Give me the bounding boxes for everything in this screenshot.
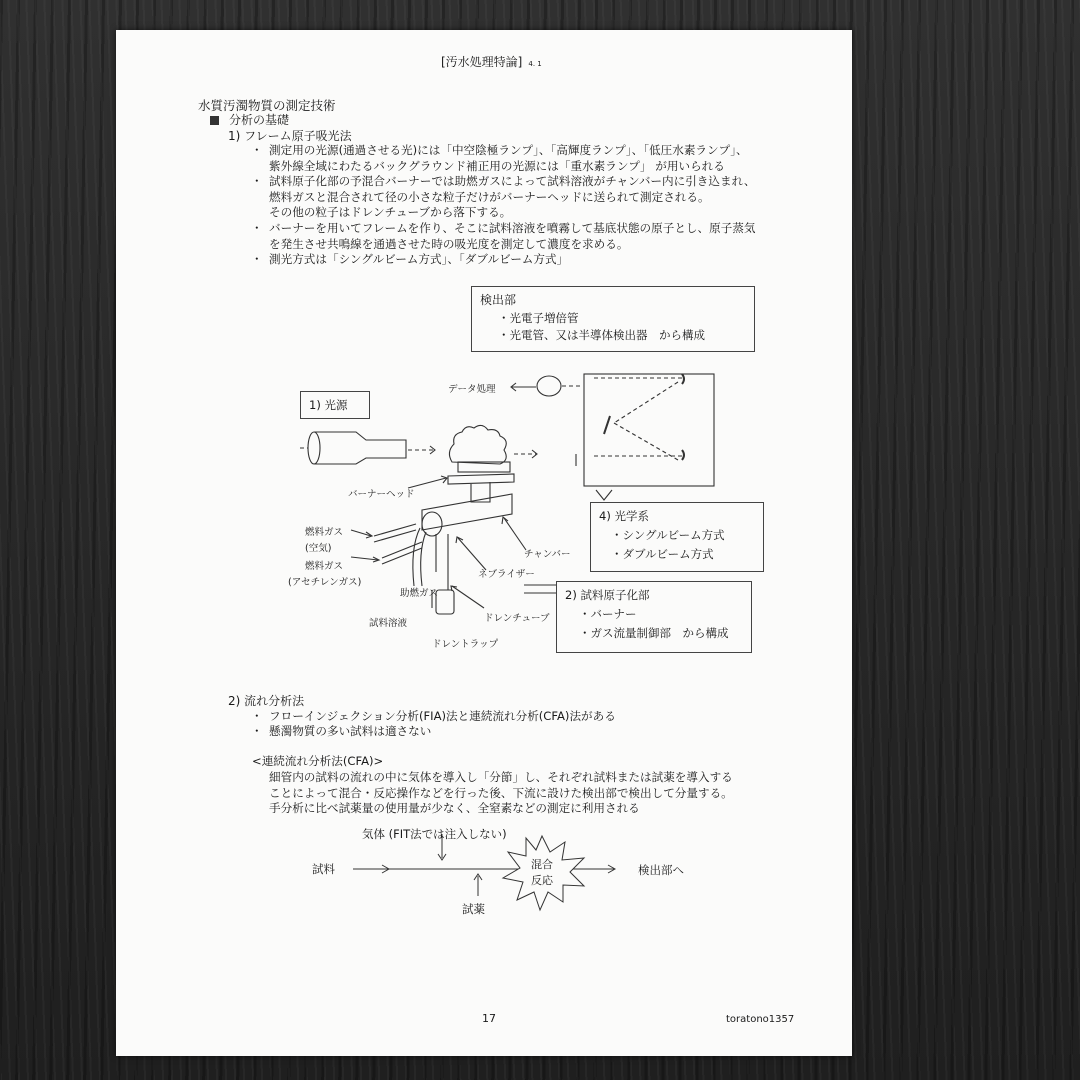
cfa-title: <連続流れ分析法(CFA)> bbox=[252, 754, 384, 768]
flow-bullet-text: 懸濁物質の多い試料は適さない bbox=[269, 724, 432, 738]
flame-bullet-2: ・ 試料原子化部の予混合バーナーでは助燃ガスによって試料溶液がチャンバー内に引き込まれ、 燃料ガスと混合されて径の小さな粒子だけがバーナーヘッドに送られて測定される。 その他の粒子はドレンチューブから落下する。 bbox=[251, 174, 756, 219]
flame-bullet-line: 測定用の光源(通過させる光)には「中空陰極ランプ」、「高輝度ランプ」、「低圧水素ランプ」、 bbox=[269, 143, 748, 157]
atomizer-item: ・バーナー bbox=[579, 607, 637, 621]
flow-heading: 2) 流れ分析法 bbox=[228, 694, 305, 708]
flame-bullet-line: 測光方式は「シングルビーム方式」、「ダブルビーム方式」 bbox=[269, 252, 569, 266]
flame-bullet-line: 試料原子化部の予混合バーナーでは助燃ガスによって試料溶液がチャンバー内に引き込まれ、 bbox=[269, 174, 756, 188]
atomizer-box bbox=[556, 581, 752, 653]
flow-bullet-1: ・ フローインジェクション分析(FIA)法と連続流れ分析(CFA)法がある bbox=[251, 709, 616, 723]
label-air: (空気) bbox=[305, 543, 332, 554]
subsection-label: 分析の基礎 bbox=[229, 113, 290, 127]
flame-heading: 1) フレーム原子吸光法 bbox=[228, 129, 352, 143]
atomizer-title: 2) 試料原子化部 bbox=[565, 588, 650, 602]
detector-box bbox=[471, 286, 755, 352]
label-fuel-gas: 燃料ガス bbox=[305, 527, 344, 538]
light-source-box: 1) 光源 bbox=[300, 391, 370, 419]
cfa-paragraph bbox=[269, 770, 733, 817]
label-fuel-gas-2: 燃料ガス bbox=[305, 561, 344, 572]
flame-shape bbox=[449, 425, 506, 464]
label-drain-tube: ドレンチューブ bbox=[484, 613, 550, 624]
optics-title: 4) 光学系 bbox=[599, 509, 649, 523]
cfa-react-label: 反応 bbox=[531, 874, 553, 887]
detector-sensor bbox=[537, 376, 561, 396]
optics-item: ・ダブルビーム方式 bbox=[611, 547, 714, 561]
cfa-line: 手分析に比べ試薬量の使用量が少なく、全窒素などの測定に利用される bbox=[269, 801, 640, 815]
label-data-processing: データ処理 bbox=[448, 384, 496, 395]
label-sample-solution: 試料溶液 bbox=[369, 618, 408, 629]
header-title: [汚水処理特論] bbox=[441, 55, 523, 69]
cfa-line: 細管内の試料の流れの中に気体を導入し「分節」し、それぞれ試料または試薬を導入する bbox=[269, 770, 733, 784]
cfa-detector-label: 検出部へ bbox=[638, 863, 684, 877]
label-acetylene: (アセチレンガス) bbox=[288, 577, 362, 588]
atomizer-item: ・ガス流量制御部 から構成 bbox=[579, 626, 729, 640]
flow-bullet-2: ・ 懸濁物質の多い試料は適さない bbox=[251, 724, 432, 738]
label-chamber: チャンバー bbox=[524, 549, 571, 560]
lamp bbox=[308, 432, 320, 464]
detector-item: ・光電子増倍管 bbox=[498, 311, 579, 325]
flame-bullet-line: 燃料ガスと混合されて径の小さな粒子だけがバーナーヘッドに送られて測定される。 bbox=[269, 189, 710, 204]
flame-bullet-4: ・ 測光方式は「シングルビーム方式」、「ダブルビーム方式」 bbox=[251, 252, 569, 266]
label-oxidant-gas: 助燃ガス bbox=[400, 588, 439, 599]
drain-trap bbox=[436, 590, 454, 614]
detector-title: 検出部 bbox=[480, 293, 517, 307]
flame-bullet-3: ・ バーナーを用いてフレームを作り、そこに試料溶液を噴霧して基底状態の原子とし、原子蒸気 を発生させ共鳴線を通過させた時の吸光度を測定して濃度を求める。 bbox=[251, 221, 756, 251]
cfa-line: ことによって混合・反応操作などを行った後、下流に設けた検出部で検出して分量する。 bbox=[269, 785, 733, 800]
label-drain-trap: ドレントラップ bbox=[432, 639, 499, 650]
optics-box bbox=[590, 502, 764, 572]
cfa-sample-label: 試料 bbox=[312, 862, 335, 876]
document-page bbox=[116, 30, 852, 1056]
label-burner-head: バーナーヘッド bbox=[348, 489, 415, 500]
detector-item: ・光電管、又は半導体検出器 から構成 bbox=[498, 328, 705, 342]
cfa-reagent-label: 試薬 bbox=[462, 902, 485, 916]
flame-bullet-line: を発生させ共鳴線を通過させた時の吸光度を測定して濃度を求める。 bbox=[269, 236, 629, 251]
cfa-gas-label: 気体 (FIT法では注入しない) bbox=[362, 827, 507, 841]
label-nebulizer: ネブライザー bbox=[478, 569, 535, 580]
flame-bullet-line: 紫外線全域にわたるバックグラウンド補正用の光源には「重水素ランプ」 が用いられる bbox=[269, 158, 725, 173]
brand-watermark: toratono1357 bbox=[726, 1014, 795, 1025]
header-suffix: 4. 1 bbox=[528, 60, 542, 68]
optics-enclosure bbox=[584, 374, 714, 486]
optics-item: ・シングルビーム方式 bbox=[611, 528, 725, 542]
flame-bullet-line: その他の粒子はドレンチューブから落下する。 bbox=[269, 205, 512, 219]
page-number: 17 bbox=[482, 1012, 496, 1025]
cfa-flow-drawing bbox=[353, 834, 615, 910]
flame-bullet-line: バーナーを用いてフレームを作り、そこに試料溶液を噴霧して基底状態の原子とし、原子蒸気 bbox=[269, 221, 756, 235]
chamber bbox=[422, 494, 512, 530]
section-title: 水質汚濁物質の測定技術 bbox=[198, 98, 336, 113]
flow-bullet-text: フローインジェクション分析(FIA)法と連続流れ分析(CFA)法がある bbox=[269, 709, 616, 723]
flame-bullet-1: ・ 測定用の光源(通過させる光)には「中空陰極ランプ」、「高輝度ランプ」、「低圧水素ランプ」、 紫外線全域にわたるバックグラウンド補正用の光源には「重水素ランプ」 が用いられる bbox=[251, 143, 748, 173]
cfa-mix-label: 混合 bbox=[531, 858, 553, 871]
